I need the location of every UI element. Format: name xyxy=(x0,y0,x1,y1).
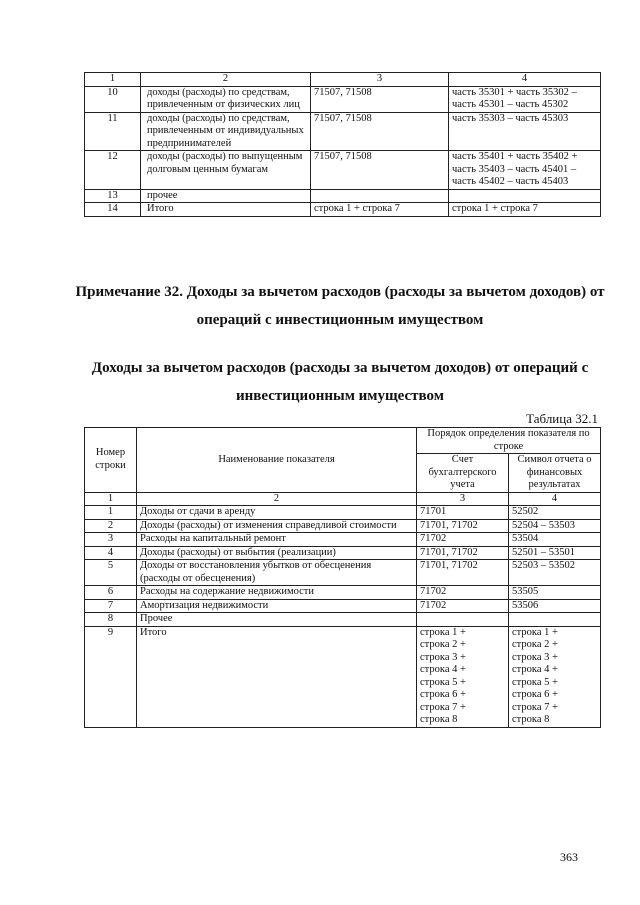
formula-line: строка 8 xyxy=(420,714,458,725)
table-row xyxy=(85,519,601,533)
indicator-name: Итого xyxy=(137,626,417,727)
account-number: 71701 xyxy=(417,506,509,520)
formula-line: строка 4 + xyxy=(512,664,558,675)
account-header: Счет бухгалтерского учета xyxy=(417,454,509,493)
row-number: 5 xyxy=(85,560,137,586)
formula-line: строка 3 + xyxy=(420,651,466,663)
indicator-name: Доходы (расходы) от выбытия (реализации) xyxy=(137,546,417,560)
report-symbol: строка 1 + строка 7 xyxy=(449,203,601,217)
formula-line: строка 1 + xyxy=(420,626,466,638)
report-symbol: 53506 xyxy=(509,599,601,613)
row-number: 7 xyxy=(85,599,137,613)
header-cell: 3 xyxy=(311,73,449,87)
column-index: 1 xyxy=(85,492,137,506)
formula-line: строка 4 + xyxy=(420,664,466,675)
row-number: 11 xyxy=(85,112,141,151)
indicator-name: Расходы на капитальный ремонт xyxy=(137,533,417,547)
formula-line: строка 2 + xyxy=(420,639,466,650)
continuation-table xyxy=(84,72,601,217)
table-row xyxy=(85,189,601,203)
header-cell: 4 xyxy=(449,73,601,87)
table-row-total xyxy=(85,203,601,217)
row-number: 9 xyxy=(85,626,137,727)
indicator-name: Амортизация недвижимости xyxy=(137,599,417,613)
row-number-header: Номер строки xyxy=(85,428,137,493)
row-number: 1 xyxy=(85,506,137,520)
report-symbol xyxy=(509,613,601,627)
report-symbol: 53505 xyxy=(509,586,601,600)
column-index: 2 xyxy=(137,492,417,506)
report-symbol: часть 35303 – часть 45303 xyxy=(449,112,601,151)
row-number: 10 xyxy=(85,86,141,112)
formula-line: строка 7 + xyxy=(512,701,558,713)
indicator-name: Расходы на содержание недвижимости xyxy=(137,586,417,600)
page-number: 363 xyxy=(560,850,578,864)
account-number: 71507, 71508 xyxy=(311,112,449,151)
table-row xyxy=(85,586,601,600)
report-symbol: часть 35401 + часть 35402 + часть 35403 – часть 45401 – часть 45402 – часть 45403 xyxy=(449,151,601,190)
report-symbol: 52502 xyxy=(509,506,601,520)
table-row xyxy=(85,506,601,520)
indicator-name: доходы (расходы) по средствам, привлеченным от индивидуальных предпринимателей xyxy=(141,112,311,151)
table-row-total xyxy=(85,626,601,727)
header-cell: 2 xyxy=(141,73,311,87)
investment-property-table xyxy=(84,427,601,728)
row-number: 12 xyxy=(85,151,141,190)
account-number: 71701, 71702 xyxy=(417,546,509,560)
report-symbol xyxy=(449,189,601,203)
table-row xyxy=(85,151,601,190)
symbol-header: Символ отчета о финансовых результатах xyxy=(509,454,601,493)
account-number: строка 1 + строка 7 xyxy=(311,203,449,217)
table-heading: Доходы за вычетом расходов (расходы за вычетом доходов) от операций с инвестиционным имуществом xyxy=(91,360,589,404)
formula-line: строка 6 + xyxy=(512,689,558,700)
formula-line: строка 3 + xyxy=(512,651,558,663)
account-number: 71507, 71508 xyxy=(311,86,449,112)
table-row xyxy=(85,112,601,151)
table-row xyxy=(85,86,601,112)
account-number: 71507, 71508 xyxy=(311,151,449,190)
account-number: 71702 xyxy=(417,586,509,600)
table-row xyxy=(85,533,601,547)
table-row xyxy=(85,613,601,627)
report-symbol: часть 35301 + часть 35302 – часть 45301 – часть 45302 xyxy=(449,86,601,112)
symbol-formula xyxy=(509,626,601,727)
note-heading: Примечание 32. Доходы за вычетом расходов (расходы за вычетом доходов) от операций с инвестиционным имуществом xyxy=(75,284,605,328)
report-symbol: 53504 xyxy=(509,533,601,547)
account-formula xyxy=(417,626,509,727)
formula-line: строка 5 + xyxy=(512,676,558,688)
indicator-name: Доходы (расходы) от изменения справедливой стоимости xyxy=(137,519,417,533)
row-number: 4 xyxy=(85,546,137,560)
indicator-name: Прочее xyxy=(137,613,417,627)
table-caption: Таблица 32.1 xyxy=(526,411,598,426)
row-number: 14 xyxy=(85,203,141,217)
formula-line: строка 6 + xyxy=(420,689,466,700)
row-number: 6 xyxy=(85,586,137,600)
row-number: 8 xyxy=(85,613,137,627)
account-number: 71701, 71702 xyxy=(417,560,509,586)
indicator-name: Итого xyxy=(141,203,311,217)
formula-line: строка 5 + xyxy=(420,676,466,688)
report-symbol: 52504 – 53503 xyxy=(509,519,601,533)
column-index: 3 xyxy=(417,492,509,506)
row-number: 13 xyxy=(85,189,141,203)
table-row xyxy=(85,546,601,560)
account-number xyxy=(417,613,509,627)
indicator-name: Доходы от восстановления убытков от обесценения (расходы от обесценения) xyxy=(137,560,417,586)
table-header-row xyxy=(85,428,601,454)
table-header-row xyxy=(85,73,601,87)
indicator-name: прочее xyxy=(141,189,311,203)
order-header: Порядок определения показателя по строке xyxy=(417,428,601,454)
formula-line: строка 7 + xyxy=(420,701,466,713)
indicator-name-header: Наименование показателя xyxy=(137,428,417,493)
row-number: 2 xyxy=(85,519,137,533)
indicator-name: доходы (расходы) по средствам, привлеченным от физических лиц xyxy=(141,86,311,112)
formula-line: строка 2 + xyxy=(512,639,558,650)
report-symbol: 52501 – 53501 xyxy=(509,546,601,560)
indicator-name: Доходы от сдачи в аренду xyxy=(137,506,417,520)
column-index-row xyxy=(85,492,601,506)
formula-line: строка 8 xyxy=(512,714,550,725)
header-cell: 1 xyxy=(85,73,141,87)
column-index: 4 xyxy=(509,492,601,506)
account-number: 71702 xyxy=(417,533,509,547)
formula-line: строка 1 + xyxy=(512,626,558,638)
table-row xyxy=(85,599,601,613)
account-number: 71702 xyxy=(417,599,509,613)
indicator-name: доходы (расходы) по выпущенным долговым ценным бумагам xyxy=(141,151,311,190)
account-number: 71701, 71702 xyxy=(417,519,509,533)
table-row xyxy=(85,560,601,586)
account-number xyxy=(311,189,449,203)
report-symbol: 52503 – 53502 xyxy=(509,560,601,586)
row-number: 3 xyxy=(85,533,137,547)
